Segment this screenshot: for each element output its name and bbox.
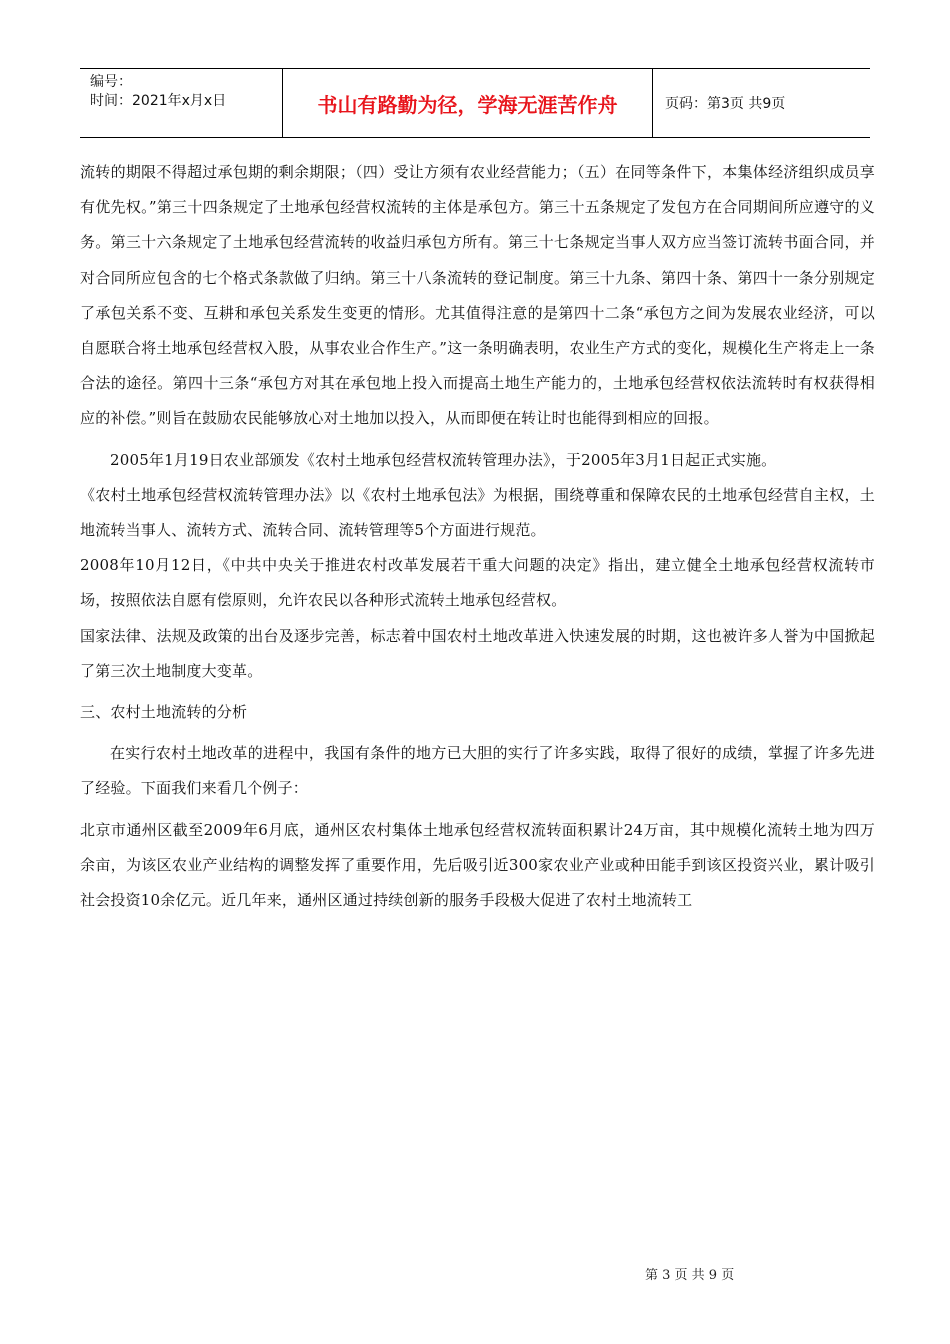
number-label: 编号： [90, 74, 132, 90]
header-motto-cell [283, 69, 653, 137]
paragraph: 《农村土地承包经营权流转管理办法》以《农村土地承包法》为根据，围绕尊重和保障农民的土地承包经营自主权，土地流转当事人、流转方式、流转合同、流转管理等5个方面进行规范。 [80, 485, 875, 540]
motto-text: 书山有路勤为径，学海无涯苦作舟 [317, 92, 618, 117]
document-header [80, 68, 870, 138]
section-heading: 三、农村土地流转的分析 [80, 703, 248, 722]
header-page-cell [653, 69, 870, 137]
page-label: 页码：第3页 共9页 [665, 96, 786, 112]
paragraph: 北京市通州区截至2009年6月底，通州区农村集体土地承包经营权流转面积累计24万亩，其中规模化流转土地为四万余亩，为该区农业产业结构的调整发挥了重要作用，先后吸引近300家农业产业或种田能手到该区投资兴业，累计吸引社会投资10余亿元。近几年来，通州区通过持续创新的服务手段极大促进了农村土地流转工 [80, 820, 875, 910]
paragraph: 国家法律、法规及政策的出台及逐步完善，标志着中国农村土地改革进入快速发展的时期，这也被许多人誉为中国掀起了第三次土地制度大变革。 [80, 626, 875, 680]
document-body [80, 155, 875, 918]
header-meta [80, 69, 283, 137]
paragraph: 2005年1月19日农业部颁发《农村土地承包经营权流转管理办法》，于2005年3月1日起正式实施。 [110, 450, 777, 469]
paragraph: 在实行农村土地改革的进程中，我国有条件的地方已大胆的实行了许多实践，取得了很好的成绩，掌握了许多先进了经验。下面我们来看几个例子： [80, 744, 875, 798]
page-footer: 第 3 页 共 9 页 [645, 1268, 735, 1283]
date-label: 时间：2021年x月x日 [90, 93, 227, 109]
paragraph: 流转的期限不得超过承包期的剩余期限；（四）受让方须有农业经营能力；（五）在同等条件下，本集体经济组织成员享有优先权。”第三十四条规定了土地承包经营权流转的主体是承包方。第三十五条规定了发包方在合同期间所应遵守的义务。第三十六条规定了土地承包经营流转的收益归承包方所有。第三十七条规定当事人双方应当签订流转书面合同，并对合同所应包含的七个格式条款做了归纳。第三十八条流转的登记制度。第三十九条、第四十条、第四十一条分别规定了承包关系不变、互耕和承包关系发生变更的情形。尤其值得注意的是第四十二条“承包方之间为发展农业经济，可以自愿联合将土地承包经营权入股，从事农业合作生产。”这一条明确表明，农业生产方式的变化，规模化生产将走上一条合法的途径。第四十三条“承包方对其在承包地上投入而提高土地生产能力的，土地承包经营权依法流转时有权获得相应的补偿。”则旨在鼓励农民能够放心对土地加以投入，从而即便在转让时也能得到相应的回报。 [80, 163, 875, 428]
paragraph: 2008年10月12日，《中共中央关于推进农村改革发展若干重大问题的决定》指出，建立健全土地承包经营权流转市场，按照依法自愿有偿原则，允许农民以各种形式流转土地承包经营权。 [80, 556, 875, 610]
